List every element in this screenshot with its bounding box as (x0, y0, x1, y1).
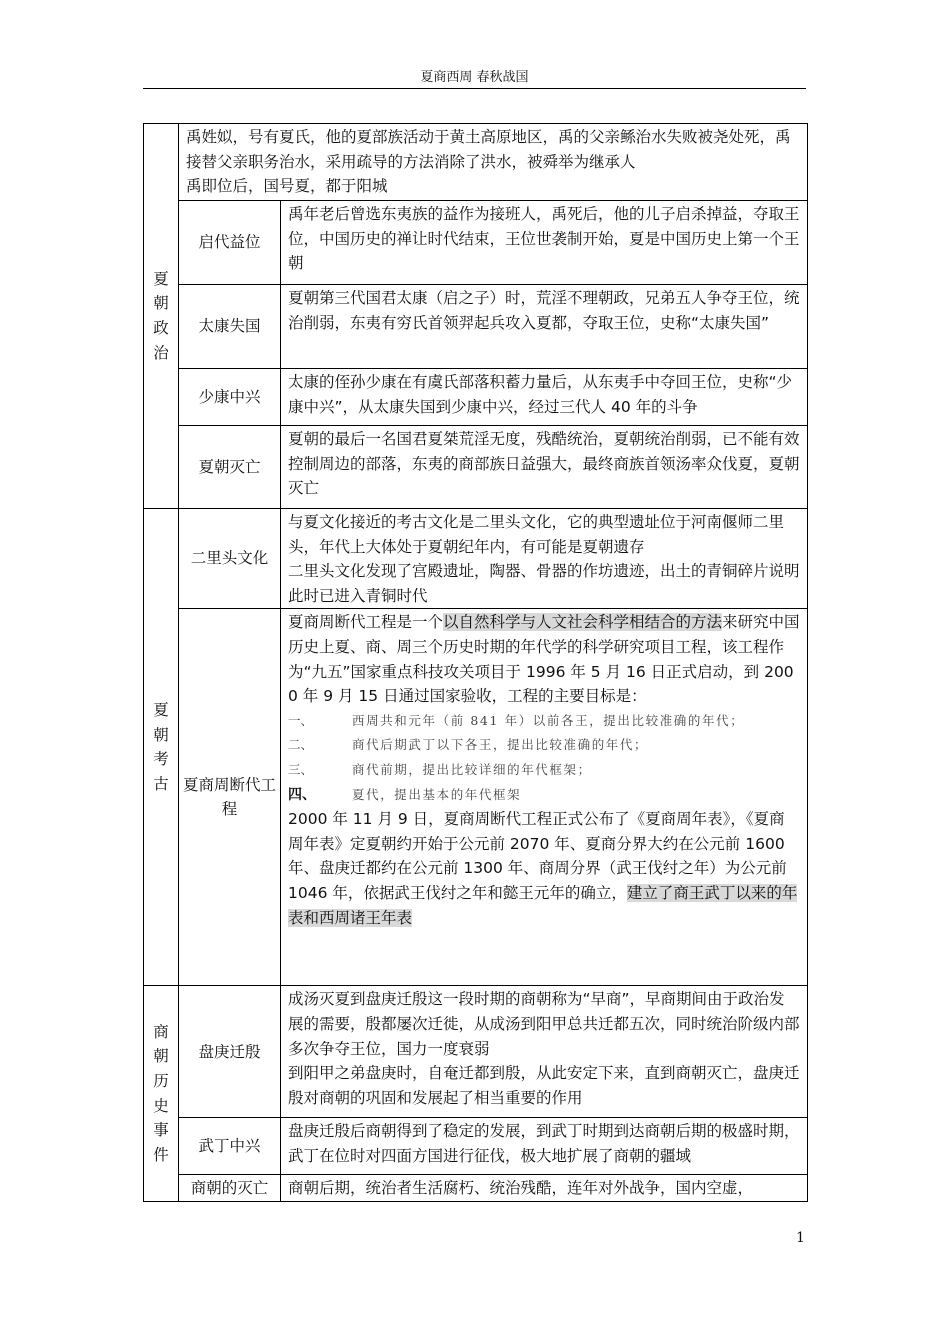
content-cell: 商朝后期，统治者生活腐朽、统治残酷，连年对外战争，国内空虚， (281, 1175, 808, 1202)
xia-intro-cell: 禹姓姒，号有夏氏，他的夏部族活动于黄土高原地区，禹的父亲鲧治水失败被尧处死，禹接替父亲职务治水，采用疏导的方法消除了洪水，被舜举为继承人 禹即位后，国号夏，都于阳城 (179, 124, 808, 201)
goal-item: 四、 夏代，提出基本的年代框架 (288, 786, 522, 803)
table-row (144, 1118, 808, 1175)
section-label-xia-politics: 夏 朝 政 治 (144, 124, 179, 509)
content-cell: 盘庚迁殷后商朝得到了稳定的发展，到武丁时期到达商朝后期的极盛时期，武丁在位时对四面方国进行征伐，极大地扩展了商朝的疆域 (281, 1118, 808, 1175)
topic-cell: 二里头文化 (179, 509, 281, 609)
content-cell: 夏朝的最后一名国君夏桀荒淫无度，残酷统治，夏朝统治削弱，已不能有效控制周边的部落，东夷的商部族日益强大，最终商族首领汤率众伐夏，夏朝灭亡 (281, 426, 808, 509)
topic-cell: 武丁中兴 (179, 1118, 281, 1175)
content-cell (281, 609, 808, 986)
topic-cell: 夏朝灭亡 (179, 426, 281, 509)
content-cell: 与夏文化接近的考古文化是二里头文化，它的典型遗址位于河南偃师二里头，年代上大体处于夏朝纪年内，有可能是夏朝遗存 二里头文化发现了宫殿遗址，陶器、骨器的作坊遗迹，出土的青铜碎片说明此时已进入青铜时代 (281, 509, 808, 609)
content-cell: 太康的侄孙少康在有虞氏部落积蓄力量后，从东夷手中夺回王位，史称“少康中兴”，从太康失国到少康中兴，经过三代人 40 年的斗争 (281, 369, 808, 426)
goal-item: 二、 商代后期武丁以下各王，提出比较准确的年代； (288, 737, 649, 753)
content-cell: 成汤灭夏到盘庚迁殷这一段时期的商朝称为“早商”，早商期间由于政治发展的需要，殷都屡次迁徙，从成汤到阳甲总共迁都五次，同时统治阶级内部多次争夺王位，国力一度衰弱 到阳甲之弟盘庚时，自奄迁都到殷，从此安定下来，直到商朝灭亡，盘庚迁殷对商朝的巩固和发展起了相当重要的作用 (281, 986, 808, 1118)
topic-cell: 商朝的灭亡 (179, 1175, 281, 1202)
table-row (144, 201, 808, 285)
page-number: 1 (796, 1230, 805, 1246)
table-row (144, 509, 808, 609)
content-cell: 夏朝第三代国君太康（启之子）时，荒淫不理朝政，兄弟五人争夺王位，统治削弱，东夷有穷氏首领羿起兵攻入夏都，夺取王位，史称“太康失国” (281, 285, 808, 369)
goal-item: 三、 商代前期，提出比较详细的年代框架； (288, 761, 592, 777)
highlighted-text: 建立了商王武丁以来的年表和西周诸王年表 (288, 883, 798, 927)
highlighted-text: 以自然科学与人文社会科学相结合的方法 (443, 613, 723, 632)
topic-cell: 太康失国 (179, 285, 281, 369)
topic-cell: 少康中兴 (179, 369, 281, 426)
history-table (143, 123, 808, 1202)
section-label-xia-archaeology: 夏 朝 考 古 (144, 509, 179, 986)
table-row (144, 609, 808, 986)
table-row (144, 124, 808, 201)
page-header-title: 夏商西周 春秋战国 (420, 70, 529, 85)
topic-cell: 启代益位 (179, 201, 281, 285)
project-intro: 夏商周断代工程是一个以自然科学与人文社会科学相结合的方法来研究中国历史上夏、商、周三个历史时期的年代学的科学研究项目工程，该工程作为“九五”国家重点科技攻关项目于 1996 年 5 月 16 日正式启动，到 2000 年 9 月 15 日通过国家验收，工程的主要目标是： (288, 613, 800, 706)
topic-cell: 盘庚迁殷 (179, 986, 281, 1118)
table-row (144, 285, 808, 369)
project-result: 2000 年 11 月 9 日，夏商周断代工程正式公布了《夏商周年表》，《夏商周年表》定夏朝约开始于公元前 2070 年、夏商分界大约在公元前 1600 年、盘庚迁都约在公元前 1300 年、商周分界（武王伐纣之年）为公元前 1046 年，依据武王伐纣之年和懿王元年的确立，建立了商王武丁以来的年表和西周诸王年表 (288, 810, 798, 927)
table-row (144, 426, 808, 509)
table-row (144, 986, 808, 1118)
table-row (144, 369, 808, 426)
content-cell: 禹年老后曾选东夷族的益作为接班人，禹死后，他的儿子启杀掉益，夺取王位，中国历史的禅让时代结束，王位世袭制开始，夏是中国历史上第一个王朝 (281, 201, 808, 285)
header-rule (143, 88, 806, 89)
topic-cell: 夏商周断代工程 (179, 609, 281, 986)
table-row (144, 1175, 808, 1202)
section-label-shang-events: 商 朝 历 史 事 件 (144, 986, 179, 1202)
goal-item: 一、 西周共和元年（前 841 年）以前各王，提出比较准确的年代； (288, 712, 745, 728)
